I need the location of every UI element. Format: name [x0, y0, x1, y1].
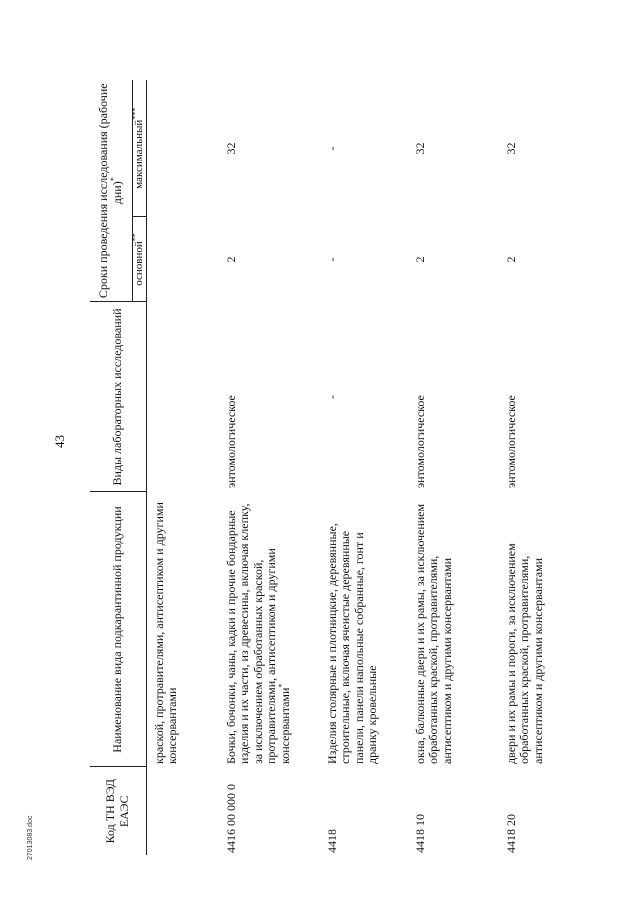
cell-max: 32	[223, 142, 238, 155]
table-row	[320, 80, 408, 855]
cell-code: 4418	[324, 829, 339, 853]
header-terms	[90, 80, 132, 302]
table-row	[146, 80, 219, 855]
cell-main: 2	[223, 256, 238, 263]
cell-kind: энтомологическое	[412, 395, 427, 488]
footer-doc-name: 27013083.doc	[27, 815, 34, 860]
header-max	[129, 80, 146, 217]
table-row	[499, 80, 585, 855]
header-terms-label: Сроки проведения исследования (рабочие дни)	[96, 83, 124, 299]
cell-name-text: Бочки, бочонки, чаны, кадки и прочие бондарные изделия и их части, из древесины, включая клепку, за исключением обработанных краской, протравителями, антисептиком и другими консервантами	[223, 503, 292, 764]
header-main-label: основной	[132, 241, 145, 286]
cell-max: 32	[412, 142, 427, 155]
page-number: 43	[52, 435, 67, 448]
header-terms-mark: *	[108, 177, 118, 182]
cell-kind: энтомологическое	[223, 395, 238, 488]
cell-max	[146, 80, 219, 217]
cell-main: 2	[503, 256, 518, 263]
header-main-mark: **	[129, 233, 139, 242]
cell-name	[219, 492, 320, 767]
cell-kind	[146, 302, 219, 492]
header-max-mark: ***	[129, 107, 139, 120]
cell-name: окна, балконные двери и их рамы, за исключением обработанных краской, протравителями, антисептиком и другими консервантами	[412, 503, 454, 764]
cell-code: 4416 00 000 0	[223, 784, 238, 853]
cell-code	[146, 767, 219, 855]
cell-max: 32	[503, 142, 518, 155]
table-row	[219, 80, 320, 855]
cell-main: -	[324, 257, 339, 262]
cell-main	[146, 217, 219, 302]
quarantine-products-table	[90, 80, 585, 855]
cell-code: 4418 10	[412, 814, 427, 853]
cell-max: -	[324, 146, 339, 151]
header-kind: Виды лабораторных исследований	[90, 302, 146, 492]
cell-kind: энтомологическое	[503, 395, 518, 488]
cell-name-mark: *	[276, 683, 286, 688]
table-row	[408, 80, 499, 855]
header-code: Код ТН ВЭД ЕАЭС	[90, 767, 146, 855]
continuation-text: краской, протравителями, антисептиком и другими консервантами	[151, 502, 180, 764]
rotated-table-container	[90, 80, 560, 855]
header-main	[129, 217, 146, 302]
cell-main: 2	[412, 256, 427, 263]
header-max-label: максимальный	[132, 119, 145, 189]
cell-name: Изделия столярные и плотницкие, деревянные, строительные, включая ячеистые деревянные панели, панели напольные собранные, гонт и дранку кровельные	[324, 523, 380, 764]
cell-name: двери и их рамы и пороги, за исключением обработанных краской, протравителями, антисептиком и другими консервантами	[503, 543, 545, 764]
cell-code: 4418 20	[503, 814, 518, 853]
header-name: Наименование вида подкарантинной продукции	[90, 492, 146, 767]
cell-kind: -	[324, 395, 339, 399]
